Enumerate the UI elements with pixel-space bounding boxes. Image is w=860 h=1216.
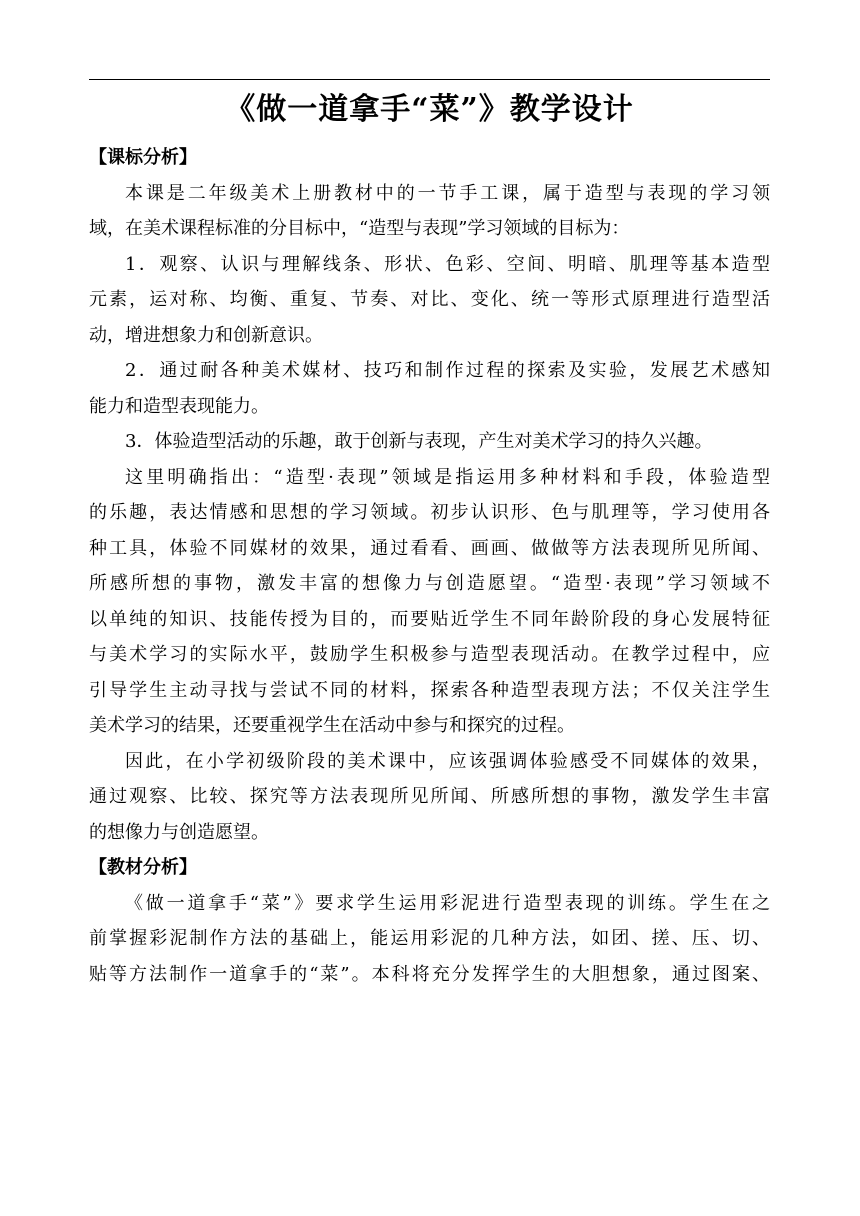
text-line: 的想像力与创造愿望。 (89, 821, 269, 843)
text-line: 种工具，体验不同媒材的效果，通过看看、画画、做做等方法表现所见所闻、 (89, 537, 770, 559)
paragraph (89, 460, 770, 744)
section-heading: 【课标分析】 (89, 147, 197, 168)
text-line: 能力和造型表现能力。 (89, 395, 269, 417)
text-line: 域，在美术课程标准的分目标中，“造型与表现”学习领域的目标为： (89, 218, 630, 239)
text-line: 的乐趣，表达情感和思想的学习领域。初步认识形、色与肌理等，学习使用各 (89, 502, 770, 523)
text-line: 美术学习的结果，还要重视学生在活动中参与和探究的过程。 (89, 715, 575, 736)
document-body (89, 140, 770, 992)
document-title: 《做一道拿手“菜”》教学设计 (225, 92, 634, 127)
paragraph (89, 353, 770, 424)
text-line: 因此，在小学初级阶段的美术课中，应该强调体验感受不同媒体的效果， (125, 750, 770, 772)
text-line: 2．通过耐各种美术媒材、技巧和制作过程的探索及实验，发展艺术感知 (125, 360, 770, 381)
paragraph (89, 247, 770, 354)
text-line: 元素，运对称、均衡、重复、节奏、对比、变化、统一等形式原理进行造型活 (89, 289, 770, 310)
section-heading: 【教材分析】 (89, 857, 197, 878)
text-line: 1．观察、认识与理解线条、形状、色彩、空间、明暗、肌理等基本造型 (125, 253, 770, 275)
text-line: 本课是二年级美术上册教材中的一节手工课，属于造型与表现的学习领 (125, 182, 770, 204)
text-line: 前掌握彩泥制作方法的基础上，能运用彩泥的几种方法，如团、搓、压、切、 (89, 928, 770, 949)
text-line: 通过观察、比较、探究等方法表现所见所闻、所感所想的事物，激发学生丰富 (89, 786, 770, 807)
paragraph (89, 424, 770, 460)
paragraph (89, 176, 770, 247)
text-line: 所感所想的事物，激发丰富的想像力与创造愿望。“造型·表现”学习领域不 (89, 573, 770, 594)
text-line: 动，增进想象力和创新意识。 (89, 324, 323, 346)
text-line: 《做一道拿手“菜”》要求学生运用彩泥进行造型表现的训练。学生在之 (125, 892, 770, 914)
text-line: 与美术学习的实际水平，鼓励学生积极参与造型表现活动。在教学过程中，应 (89, 644, 770, 665)
text-line: 引导学生主动寻找与尝试不同的材料，探索各种造型表现方法；不仅关注学生 (89, 679, 770, 701)
text-line: 这里明确指出：“造型·表现”领域是指运用多种材料和手段，体验造型 (125, 466, 770, 488)
paragraph (89, 886, 770, 993)
header-rule (89, 79, 770, 80)
text-line: 3．体验造型活动的乐趣，敢于创新与表现，产生对美术学习的持久兴趣。 (125, 431, 713, 452)
text-line: 贴等方法制作一道拿手的“菜”。本科将充分发挥学生的大胆想象，通过图案、 (89, 963, 770, 985)
text-line: 以单纯的知识、技能传授为目的，而要贴近学生不同年龄阶段的身心发展特征 (89, 608, 770, 630)
paragraph (89, 744, 770, 851)
